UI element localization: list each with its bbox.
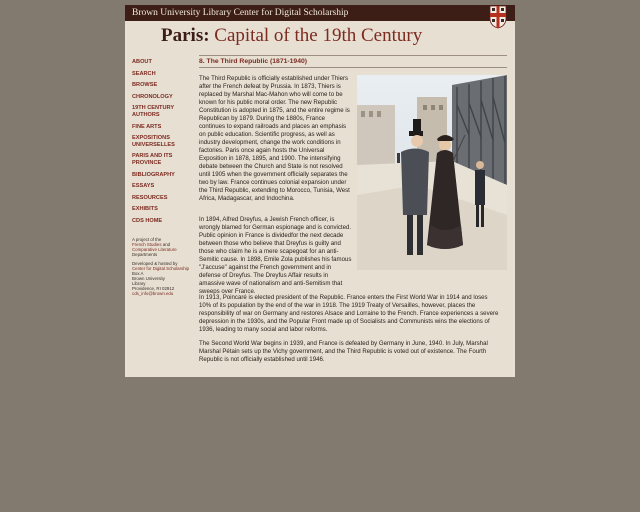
top-banner bbox=[125, 5, 515, 21]
divider bbox=[199, 55, 507, 56]
comparative-literature-link[interactable]: Comparative Literature bbox=[132, 247, 177, 252]
org-title[interactable]: Brown University Library Center for Digital Scholarship bbox=[132, 8, 349, 18]
paragraph-2: In 1894, Alfred Dreyfus, a Jewish French officer, is wrongly blamed for German espionage and is convicted. Public opinion in France is dividedfor the next decade between those who believe that Dreyfus is guilty and those who claim he is a mere scapegoat for an anti-Semitic cause. In 1898, Emile Zola publishes his famous "J'accuse" against the French government and in defense of Dreyfus. The Dreyfus Affair results in amassive wave of nationalism and anti-Semitism that sweeps over France. bbox=[199, 216, 352, 295]
nav-essays[interactable]: ESSAYS bbox=[132, 183, 155, 190]
page-panel bbox=[125, 5, 515, 377]
nav-cds-home[interactable]: CDS HOME bbox=[132, 217, 163, 224]
credits-block bbox=[132, 237, 194, 296]
nav-bibliography[interactable]: BIBLIOGRAPHY bbox=[132, 171, 175, 178]
heading-divider bbox=[199, 67, 507, 68]
credits-hosted-label: Developed & hosted by bbox=[132, 261, 178, 266]
sidebar-nav bbox=[132, 58, 192, 225]
address-line: Providence, RI 02912 bbox=[132, 286, 175, 291]
nav-fine-arts[interactable]: FINE ARTS bbox=[132, 123, 162, 130]
site-title-part-2: Capital of the 19th Century bbox=[214, 25, 423, 46]
credits-project-label: A project of the bbox=[132, 237, 162, 242]
email-link[interactable]: cds_info@brown.edu bbox=[132, 291, 174, 296]
site-title-part-1: Paris: bbox=[161, 25, 210, 46]
nav-paris-and-its-province[interactable]: PARIS AND ITS PROVINCE bbox=[132, 153, 173, 166]
nav-expositions-universelles[interactable]: EXPOSITIONS UNIVERSELLES bbox=[132, 135, 175, 148]
nav-resources[interactable]: RESOURCES bbox=[132, 194, 168, 201]
address-line: Box A bbox=[132, 271, 144, 276]
credits-departments: Departments bbox=[132, 252, 158, 257]
brown-university-shield-icon[interactable] bbox=[489, 5, 507, 29]
paragraph-4: The Second World War begins in 1939, and France is defeated by Germany in June, 1940. In July, Marshal Marshal Pétain sets up the Vichy government, and the Third Republic is voted out of existence. The Fourth Republic is not officially established until 1946. bbox=[199, 340, 488, 363]
nav-browse[interactable]: BROWSE bbox=[132, 82, 158, 89]
center-for-digital-scholarship-link[interactable]: Center for Digital Scholarship bbox=[132, 266, 190, 271]
paragraph-3: In 1913, Poincaré is elected president of the Republic. France enters the First World War in 1914 and loses 10% of its population by the end of the war in 1918. The 1919 Treaty of Versailles, however, places the responsibility of war on Germany and restores Alsace and Lorraine to the French. France experiences a severe depression in the 1930s, and the Popular Front made up of Socialists and Communists wins the elections of 1936, leading to many social and labor reforms. bbox=[199, 294, 499, 333]
paragraph-1: The Third Republic is officially established under Thiers after the French defeat by Prussia. In 1873, Thiers is replaced by Marshal Mac-Mahon who will come to be known for his public moral order. The new Republic Constitution is adopted in 1875, and the entire regime is Republican by 1879. During the 1880s, France continues to expand railroads and places an emphasis on public education. Scientific progress, as well as industry development, change the work conditions in factories. Paris once again hosts the Universal Exposition in 1878, 1895, and 1900. The intensifying debate between the Church and State is not resolved until 1905 when the government officially separates the two by law. France continues colonial expansion under the Third Republic, extending to Morocco, Tunisia, West Africa, Madagascar, and Indochina. bbox=[199, 75, 350, 202]
nav-19th-century-authors[interactable]: 19TH CENTURY AUTHORS bbox=[132, 105, 174, 118]
nav-about[interactable]: ABOUT bbox=[132, 59, 152, 65]
nav-exhibits[interactable]: EXHIBITS bbox=[132, 206, 158, 213]
address-line: Library bbox=[132, 281, 146, 286]
site-title[interactable] bbox=[161, 25, 422, 47]
credits-and: and bbox=[162, 242, 171, 247]
street-scene-painting-image bbox=[357, 75, 507, 270]
address-line: Brown University bbox=[132, 276, 165, 281]
french-studies-link[interactable]: French Studies bbox=[132, 242, 162, 247]
nav-chronology[interactable]: CHRONOLOGY bbox=[132, 93, 173, 100]
section-heading: 8. The Third Republic (1871-1940) bbox=[199, 58, 308, 65]
nav-search[interactable]: SEARCH bbox=[132, 70, 156, 77]
